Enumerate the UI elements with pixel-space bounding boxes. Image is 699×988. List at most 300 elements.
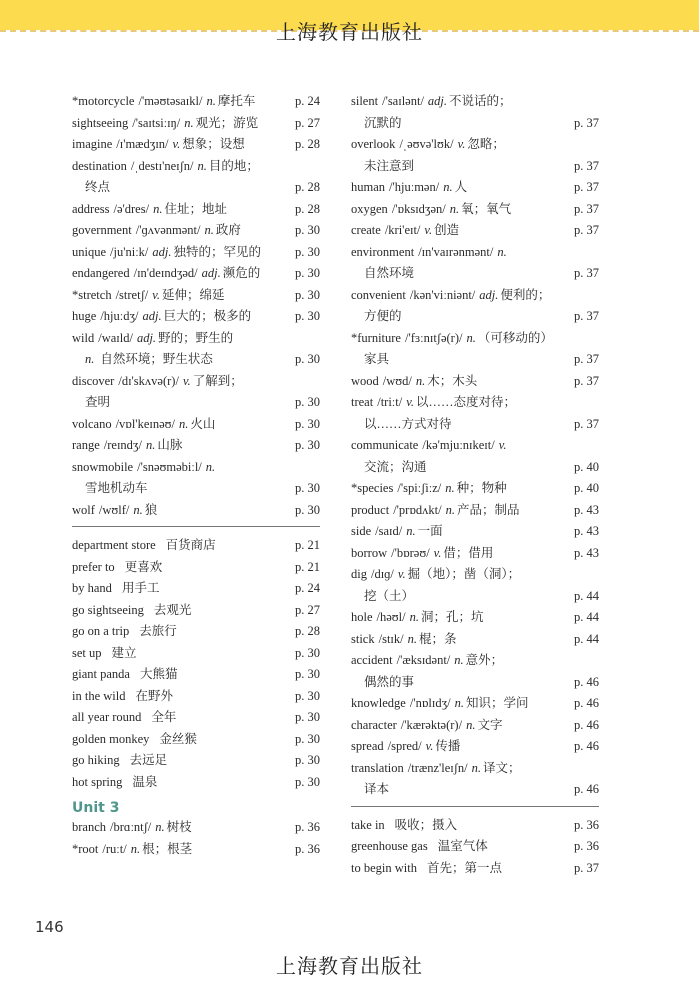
entry-page-ref: p. 46 bbox=[574, 782, 599, 796]
phrase-entry bbox=[72, 664, 320, 686]
entry-part-of-speech: v. bbox=[433, 545, 442, 560]
entry-meaning: 树枝 bbox=[166, 820, 192, 834]
entry-phonetic: /'ɒksɪdʒən/ bbox=[391, 201, 446, 216]
entry-meaning: 想象；设想 bbox=[182, 137, 245, 151]
entry-meaning: 掘（地）；凿（洞）； bbox=[407, 567, 521, 581]
entry-phonetic: /ju'niːk/ bbox=[110, 244, 149, 259]
phrase-entry bbox=[72, 686, 320, 708]
entry-phonetic: /ɪn'vaɪrənmənt/ bbox=[418, 244, 494, 259]
entry-part-of-speech: v. bbox=[424, 223, 433, 237]
entry-page-ref: p. 37 bbox=[574, 352, 599, 366]
vocab-entry-continuation bbox=[72, 478, 320, 500]
phrase-page-ref: p. 30 bbox=[295, 753, 320, 767]
entry-meaning: 创造 bbox=[434, 223, 460, 237]
vocab-entry bbox=[72, 242, 320, 264]
phrase-text: greenhouse gas bbox=[351, 839, 428, 853]
publisher-footer: 上海教育出版社 bbox=[276, 954, 423, 978]
entry-meaning: 延伸；绵延 bbox=[161, 287, 225, 302]
vocab-entry bbox=[351, 177, 599, 199]
publisher-header: 上海教育出版社 bbox=[276, 20, 423, 44]
entry-meaning: 住址；地址 bbox=[164, 201, 227, 216]
entry-phonetic: /'æksɪdənt/ bbox=[396, 653, 451, 667]
vocab-entry-continuation bbox=[72, 349, 320, 371]
entry-phonetic: /'fɜːnɪtʃə(r)/ bbox=[404, 330, 463, 345]
entry-word: *stretch bbox=[72, 287, 112, 302]
phrase-meaning: 去观光 bbox=[153, 602, 192, 617]
entry-word: address bbox=[72, 201, 110, 216]
vocab-entry bbox=[72, 156, 320, 178]
entry-word: wolf bbox=[72, 502, 95, 517]
entry-phonetic: /'saɪlənt/ bbox=[382, 94, 424, 108]
vocab-entry-continuation bbox=[351, 156, 599, 178]
entry-word: product bbox=[351, 502, 390, 517]
vocab-entry-continuation bbox=[351, 263, 599, 285]
entry-meaning: 不说话的； bbox=[449, 94, 512, 108]
phrase-text: go on a trip bbox=[72, 624, 130, 638]
entry-page-ref: p. 44 bbox=[574, 588, 599, 603]
phrase-page-ref: p. 28 bbox=[295, 624, 320, 638]
entry-meaning: 氧；氧气 bbox=[461, 201, 512, 216]
entry-phonetic: /stɪk/ bbox=[378, 631, 404, 646]
phrase-meaning: 用手工 bbox=[121, 581, 160, 595]
entry-meaning: 人 bbox=[454, 180, 468, 194]
entry-word: borrow bbox=[351, 545, 388, 560]
entry-page-ref: p. 37 bbox=[574, 115, 599, 130]
entry-meaning: 产品；制品 bbox=[456, 502, 520, 517]
entry-part-of-speech: n. bbox=[85, 352, 95, 366]
entry-word: *root bbox=[72, 841, 99, 856]
entry-meaning-continued: 偶然的事 bbox=[364, 674, 415, 689]
entry-word: snowmobile bbox=[72, 459, 134, 474]
entry-word: *furniture bbox=[351, 330, 401, 345]
entry-meaning: 知识；学问 bbox=[465, 696, 529, 710]
entry-part-of-speech: n. bbox=[197, 158, 207, 173]
phrase-text: by hand bbox=[72, 581, 112, 595]
vocab-entry bbox=[351, 629, 599, 651]
entry-word: environment bbox=[351, 244, 415, 259]
phrase-text: set up bbox=[72, 645, 102, 660]
vocab-entry bbox=[351, 478, 599, 500]
entry-phonetic: /triːt/ bbox=[377, 395, 403, 409]
entry-meaning: 政府 bbox=[215, 223, 241, 237]
entry-page-ref: p. 30 bbox=[295, 352, 320, 366]
entry-meaning: 了解到； bbox=[192, 373, 243, 388]
entry-part-of-speech: v. bbox=[152, 287, 160, 302]
entry-page-ref: p. 40 bbox=[574, 459, 599, 474]
vocab-entry-continuation bbox=[351, 113, 599, 135]
phrase-entry bbox=[351, 815, 599, 837]
entry-phonetic: /stretʃ/ bbox=[115, 287, 149, 302]
phrase-page-ref: p. 30 bbox=[295, 688, 320, 703]
entry-part-of-speech: n. bbox=[445, 502, 455, 517]
entry-word: translation bbox=[351, 760, 404, 775]
entry-phonetic: /ə'dres/ bbox=[113, 201, 150, 216]
vocab-entry bbox=[351, 328, 599, 350]
entry-part-of-speech: n. bbox=[449, 201, 460, 216]
phrase-page-ref: p. 21 bbox=[295, 559, 320, 574]
vocab-entry-continuation bbox=[351, 306, 599, 328]
entry-part-of-speech: n. bbox=[407, 631, 417, 646]
entry-phonetic: /'bɒrəʊ/ bbox=[391, 545, 430, 560]
entry-word: knowledge bbox=[351, 696, 406, 710]
entry-word: unique bbox=[72, 244, 107, 259]
entry-part-of-speech: v. bbox=[182, 373, 191, 388]
entry-phonetic: /kri'eɪt/ bbox=[384, 223, 421, 237]
phrase-meaning: 温泉 bbox=[132, 774, 158, 789]
page-number: 146 bbox=[35, 918, 64, 936]
phrase-entry bbox=[72, 535, 320, 557]
entry-part-of-speech: n. bbox=[466, 330, 476, 345]
vocab-entry bbox=[351, 500, 599, 522]
entry-phonetic: /ˌdestɪ'neɪʃn/ bbox=[130, 158, 194, 173]
vocab-entry bbox=[72, 134, 320, 156]
entry-part-of-speech: n. bbox=[133, 502, 143, 517]
entry-page-ref: p. 30 bbox=[295, 223, 320, 237]
entry-word: destination bbox=[72, 158, 127, 173]
entry-part-of-speech: adj. bbox=[152, 244, 172, 259]
entry-part-of-speech: adj. bbox=[201, 266, 221, 280]
entry-meaning-continued: 沉默的 bbox=[364, 115, 402, 130]
section-divider bbox=[351, 801, 599, 815]
entry-word: side bbox=[351, 524, 372, 538]
entry-meaning-continued: 方便的 bbox=[364, 309, 402, 323]
entry-word: government bbox=[72, 223, 132, 237]
phrase-meaning: 百货商店 bbox=[165, 538, 216, 552]
vocab-entry bbox=[72, 285, 320, 307]
entry-part-of-speech: n. bbox=[204, 223, 214, 237]
entry-phonetic: /dɪ'skʌvə(r)/ bbox=[118, 373, 179, 388]
vocab-entry bbox=[351, 758, 599, 780]
entry-page-ref: p. 37 bbox=[574, 309, 599, 323]
entry-meaning: 文字 bbox=[477, 717, 503, 732]
vocab-entry bbox=[351, 285, 599, 307]
vocab-entry bbox=[72, 328, 320, 350]
entry-part-of-speech: v. bbox=[498, 438, 507, 452]
entry-meaning-continued: 交流；沟通 bbox=[364, 459, 427, 474]
phrase-text: prefer to bbox=[72, 559, 115, 574]
vocab-entry bbox=[351, 91, 599, 113]
entry-word: silent bbox=[351, 94, 379, 108]
vocab-entry bbox=[351, 543, 599, 565]
entry-word: discover bbox=[72, 373, 115, 388]
vocab-entry bbox=[72, 371, 320, 393]
entry-part-of-speech: n. bbox=[145, 438, 156, 452]
entry-part-of-speech: adj. bbox=[142, 309, 162, 323]
entry-phonetic: /ɪ'mædʒɪn/ bbox=[116, 137, 169, 151]
vocab-entry-continuation bbox=[351, 414, 599, 436]
entry-part-of-speech: n. bbox=[497, 244, 507, 259]
vocab-entry bbox=[351, 371, 599, 393]
phrase-text: hot spring bbox=[72, 774, 123, 789]
entry-page-ref: p. 30 bbox=[295, 244, 320, 259]
entry-meaning: 巨大的；极多的 bbox=[163, 309, 252, 323]
entry-page-ref: p. 37 bbox=[574, 201, 599, 216]
entry-phonetic: /ruːt/ bbox=[102, 841, 127, 856]
entry-phonetic: /həʊl/ bbox=[376, 610, 406, 624]
entry-word: overlook bbox=[351, 137, 396, 151]
entry-word: oxygen bbox=[351, 201, 388, 216]
entry-meaning: 棍；条 bbox=[419, 631, 457, 646]
entry-word: huge bbox=[72, 309, 97, 323]
vocabulary-column-right bbox=[351, 91, 599, 879]
entry-word: character bbox=[351, 717, 397, 732]
vocab-entry-continuation bbox=[351, 349, 599, 371]
entry-page-ref: p. 30 bbox=[295, 266, 320, 280]
vocabulary-column-left bbox=[72, 91, 320, 860]
entry-meaning: 野的；野生的 bbox=[158, 330, 234, 345]
phrase-meaning: 更喜欢 bbox=[124, 559, 163, 574]
phrase-text: go sightseeing bbox=[72, 602, 144, 617]
entry-word: accident bbox=[351, 653, 393, 667]
entry-page-ref: p. 37 bbox=[574, 416, 599, 431]
vocab-entry bbox=[72, 220, 320, 242]
entry-meaning-continued: 自然环境；野生状态 bbox=[100, 352, 213, 366]
entry-phonetic: /'məʊtəsaɪkl/ bbox=[138, 94, 203, 108]
entry-page-ref: p. 46 bbox=[574, 717, 599, 732]
entry-phonetic: /'ɡʌvənmənt/ bbox=[135, 223, 201, 237]
entry-meaning: 独特的；罕见的 bbox=[173, 244, 262, 259]
entry-part-of-speech: n. bbox=[206, 94, 216, 108]
entry-part-of-speech: n. bbox=[184, 115, 194, 130]
entry-word: wood bbox=[351, 373, 379, 388]
entry-part-of-speech: n. bbox=[466, 717, 476, 732]
section-divider bbox=[72, 521, 320, 535]
vocab-entry bbox=[351, 736, 599, 758]
phrase-page-ref: p. 36 bbox=[574, 817, 599, 832]
phrase-text: golden monkey bbox=[72, 731, 150, 746]
entry-meaning: 濒危的 bbox=[222, 266, 261, 280]
entry-word: dig bbox=[351, 567, 367, 581]
vocab-entry bbox=[351, 392, 599, 414]
entry-meaning-continued: 自然环境 bbox=[364, 266, 415, 280]
phrase-entry bbox=[72, 621, 320, 643]
entry-phonetic: /kə'mjuːnɪkeɪt/ bbox=[422, 438, 495, 452]
entry-meaning: 观光；游览 bbox=[195, 115, 259, 130]
vocab-entry bbox=[351, 199, 599, 221]
entry-part-of-speech: n. bbox=[130, 841, 141, 856]
entry-meaning-continued: 查明 bbox=[85, 395, 111, 409]
phrase-entry bbox=[72, 750, 320, 772]
phrase-page-ref: p. 30 bbox=[295, 667, 320, 681]
vocab-entry bbox=[351, 564, 599, 586]
entry-part-of-speech: v. bbox=[397, 567, 406, 581]
entry-page-ref: p. 36 bbox=[295, 841, 320, 856]
entry-meaning: 狼 bbox=[144, 502, 158, 517]
entry-word: create bbox=[351, 223, 381, 237]
entry-word: imagine bbox=[72, 137, 113, 151]
vocab-entry bbox=[351, 435, 599, 457]
entry-meaning: 便利的； bbox=[500, 287, 551, 302]
entry-page-ref: p. 40 bbox=[574, 481, 599, 495]
entry-meaning: 摩托车 bbox=[217, 94, 256, 108]
vocab-entry-continuation bbox=[351, 457, 599, 479]
entry-phonetic: /'hjuːmən/ bbox=[389, 180, 440, 194]
phrase-meaning: 大熊猫 bbox=[139, 667, 178, 681]
entry-phonetic: /kən'viːniənt/ bbox=[409, 287, 476, 302]
vocab-entry-continuation bbox=[351, 672, 599, 694]
entry-meaning: 山脉 bbox=[157, 438, 183, 452]
vocab-entry bbox=[72, 457, 320, 479]
phrase-text: giant panda bbox=[72, 667, 130, 681]
phrase-page-ref: p. 30 bbox=[295, 774, 320, 789]
entry-meaning-continued: 家具 bbox=[364, 352, 390, 366]
entry-meaning: 洞；孔；坑 bbox=[420, 610, 484, 624]
vocab-entry-continuation bbox=[351, 779, 599, 801]
entry-page-ref: p. 30 bbox=[295, 309, 320, 323]
entry-word: communicate bbox=[351, 438, 419, 452]
entry-phonetic: /wʊlf/ bbox=[98, 502, 130, 517]
entry-meaning: 借；借用 bbox=[443, 545, 494, 560]
entry-page-ref: p. 30 bbox=[295, 481, 320, 495]
vocab-entry bbox=[72, 435, 320, 457]
entry-phonetic: /saɪd/ bbox=[375, 524, 403, 538]
entry-part-of-speech: n. bbox=[471, 760, 482, 775]
vocab-entry bbox=[351, 693, 599, 715]
entry-page-ref: p. 46 bbox=[574, 696, 599, 710]
entry-meaning: 意外； bbox=[465, 653, 504, 667]
vocab-entry-continuation bbox=[72, 177, 320, 199]
entry-meaning: 火山 bbox=[190, 416, 216, 431]
entry-meaning-continued: 挖（土） bbox=[364, 588, 415, 603]
vocab-entry bbox=[351, 715, 599, 737]
entry-word: range bbox=[72, 438, 100, 452]
entry-page-ref: p. 44 bbox=[574, 610, 599, 624]
entry-phonetic: /'snəʊməbiːl/ bbox=[137, 459, 202, 474]
entry-part-of-speech: n. bbox=[409, 610, 419, 624]
phrase-entry bbox=[351, 858, 599, 880]
entry-word: wild bbox=[72, 330, 95, 345]
vocab-entry bbox=[72, 306, 320, 328]
entry-page-ref: p. 37 bbox=[574, 158, 599, 173]
entry-phonetic: /reɪndʒ/ bbox=[103, 438, 142, 452]
entry-page-ref: p. 28 bbox=[295, 201, 320, 216]
vocab-entry bbox=[351, 650, 599, 672]
entry-phonetic: /'spiːʃiːz/ bbox=[397, 481, 442, 495]
entry-part-of-speech: adj. bbox=[136, 330, 157, 345]
entry-meaning: 种；物种 bbox=[456, 481, 507, 495]
phrase-page-ref: p. 24 bbox=[295, 581, 320, 595]
entry-part-of-speech: n. bbox=[155, 820, 165, 834]
vocab-entry bbox=[72, 839, 320, 861]
vocab-entry bbox=[351, 607, 599, 629]
entry-phonetic: /waɪld/ bbox=[98, 330, 133, 345]
vocab-entry bbox=[72, 414, 320, 436]
vocab-entry bbox=[72, 500, 320, 522]
phrase-entry bbox=[351, 836, 599, 858]
entry-part-of-speech: adj. bbox=[427, 94, 448, 108]
entry-word: branch bbox=[72, 820, 107, 834]
phrase-meaning: 金丝猴 bbox=[159, 731, 197, 746]
entry-part-of-speech: adj. bbox=[479, 287, 499, 302]
entry-word: stick bbox=[351, 631, 375, 646]
entry-meaning: 以……态度对待； bbox=[415, 395, 516, 409]
phrase-entry bbox=[72, 643, 320, 665]
entry-page-ref: p. 28 bbox=[295, 180, 320, 194]
entry-meaning-continued: 未注意到 bbox=[364, 158, 415, 173]
entry-page-ref: p. 30 bbox=[295, 395, 320, 409]
entry-phonetic: /ɪn'deɪndʒəd/ bbox=[133, 266, 198, 280]
entry-meaning-continued: 终点 bbox=[85, 180, 111, 194]
vocab-entry-continuation bbox=[351, 586, 599, 608]
vocab-entry bbox=[72, 199, 320, 221]
entry-page-ref: p. 46 bbox=[574, 674, 599, 689]
entry-word: spread bbox=[351, 739, 384, 753]
entry-page-ref: p. 24 bbox=[295, 94, 320, 108]
entry-word: convenient bbox=[351, 287, 406, 302]
phrase-page-ref: p. 37 bbox=[574, 860, 599, 875]
phrase-text: to begin with bbox=[351, 860, 417, 875]
entry-part-of-speech: n. bbox=[445, 481, 455, 495]
phrase-entry bbox=[72, 600, 320, 622]
phrase-page-ref: p. 30 bbox=[295, 731, 320, 746]
phrase-meaning: 全年 bbox=[151, 710, 177, 724]
vocab-entry bbox=[72, 263, 320, 285]
phrase-meaning: 去旅行 bbox=[139, 624, 177, 638]
entry-phonetic: /dɪɡ/ bbox=[370, 567, 394, 581]
entry-page-ref: p. 36 bbox=[295, 820, 320, 834]
entry-part-of-speech: v. bbox=[406, 395, 414, 409]
entry-word: volcano bbox=[72, 416, 112, 431]
phrase-entry bbox=[72, 729, 320, 751]
entry-page-ref: p. 30 bbox=[295, 438, 320, 452]
entry-word: *motorcycle bbox=[72, 94, 135, 108]
phrase-text: all year round bbox=[72, 710, 142, 724]
entry-phonetic: /'saɪtsiːɪŋ/ bbox=[132, 115, 181, 130]
entry-phonetic: /'prɒdʌkt/ bbox=[393, 502, 442, 517]
entry-part-of-speech: n. bbox=[415, 373, 426, 388]
entry-part-of-speech: n. bbox=[178, 416, 189, 431]
phrase-meaning: 在野外 bbox=[135, 688, 173, 703]
phrase-text: department store bbox=[72, 538, 156, 552]
entry-page-ref: p. 30 bbox=[295, 502, 320, 517]
phrase-meaning: 建立 bbox=[111, 645, 137, 660]
entry-meaning-continued: 译本 bbox=[364, 782, 390, 796]
phrase-page-ref: p. 30 bbox=[295, 710, 320, 724]
entry-word: endangered bbox=[72, 266, 130, 280]
unit-heading: Unit 3 bbox=[72, 800, 120, 816]
entry-page-ref: p. 46 bbox=[574, 739, 599, 753]
entry-phonetic: /ˌəʊvə'lʊk/ bbox=[399, 137, 454, 151]
entry-page-ref: p. 43 bbox=[574, 545, 599, 560]
phrase-text: go hiking bbox=[72, 753, 120, 767]
entry-meaning: 译文； bbox=[483, 760, 521, 775]
entry-part-of-speech: n. bbox=[454, 696, 464, 710]
entry-phonetic: /hjuːdʒ/ bbox=[100, 309, 139, 323]
entry-part-of-speech: v. bbox=[457, 137, 466, 151]
phrase-page-ref: p. 27 bbox=[295, 602, 320, 617]
entry-page-ref: p. 44 bbox=[574, 631, 599, 646]
phrase-entry bbox=[72, 772, 320, 794]
entry-phonetic: /trænz'leɪʃn/ bbox=[407, 760, 468, 775]
entry-phonetic: /spred/ bbox=[387, 739, 422, 753]
entry-part-of-speech: v. bbox=[172, 137, 181, 151]
phrase-meaning: 首先；第一点 bbox=[426, 860, 502, 875]
phrase-page-ref: p. 30 bbox=[295, 645, 320, 660]
entry-part-of-speech: n. bbox=[205, 459, 216, 474]
vocab-entry bbox=[72, 817, 320, 839]
entry-meaning: 目的地； bbox=[208, 158, 259, 173]
entry-meaning: （可移动的） bbox=[477, 330, 553, 345]
entry-part-of-speech: n. bbox=[406, 524, 416, 538]
entry-phonetic: /vɒl'keɪnəʊ/ bbox=[115, 416, 175, 431]
vocab-entry-continuation bbox=[72, 392, 320, 414]
entry-meaning: 一面 bbox=[417, 524, 443, 538]
entry-page-ref: p. 43 bbox=[574, 524, 599, 538]
entry-part-of-speech: v. bbox=[425, 739, 434, 753]
entry-page-ref: p. 30 bbox=[295, 287, 320, 302]
phrase-entry bbox=[72, 557, 320, 579]
phrase-meaning: 去远足 bbox=[129, 753, 168, 767]
